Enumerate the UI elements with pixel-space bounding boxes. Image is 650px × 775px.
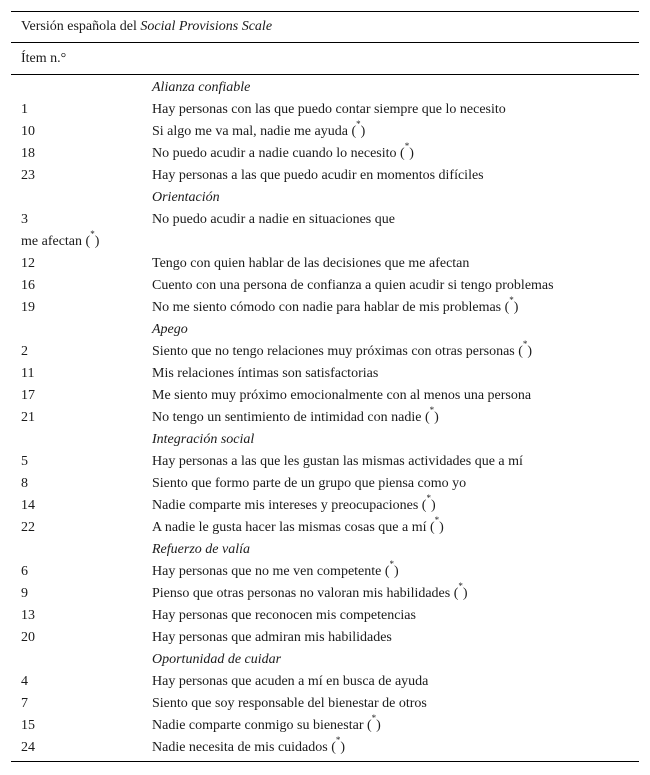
item-row (11, 407, 639, 429)
item-number: 16 (21, 278, 35, 293)
item-number: 8 (21, 476, 28, 491)
item-row (11, 385, 639, 407)
category-label: Refuerzo de valía (152, 542, 250, 557)
item-number: 17 (21, 388, 35, 403)
item-number: 11 (21, 366, 35, 381)
item-number-header: Ítem n.° (21, 51, 67, 66)
item-text: Me siento muy próximo emocionalmente con al menos una persona (152, 388, 532, 403)
item-text: Hay personas a las que les gustan las mismas actividades que a mí (152, 454, 523, 469)
item-number: 15 (21, 718, 35, 733)
reverse-scored-marker: * (356, 119, 361, 130)
category-label: Orientación (152, 190, 220, 205)
table-body (11, 75, 639, 761)
item-row (11, 671, 639, 693)
item-text: Si algo me va mal, nadie me ayuda (*) (152, 119, 366, 139)
item-text: Siento que soy responsable del bienestar de otros (152, 696, 427, 711)
reverse-scored-marker: * (335, 735, 341, 746)
item-number: 4 (21, 674, 28, 689)
category-label: Oportunidad de cuidar (152, 652, 282, 667)
item-number: 24 (21, 740, 35, 755)
category-row (11, 187, 639, 209)
social-provisions-table (11, 11, 639, 762)
caption-title: Social Provisions Scale (140, 19, 273, 34)
category-label: Integración social (152, 432, 255, 447)
item-number: 18 (21, 146, 35, 161)
item-text: Mis relaciones íntimas son satisfactorias (152, 366, 379, 381)
category-label: Alianza confiable (152, 80, 251, 95)
item-number: 9 (21, 586, 28, 601)
item-number: 2 (21, 344, 28, 359)
item-row (11, 561, 639, 583)
item-number: 23 (21, 168, 35, 183)
category-row (11, 77, 639, 99)
item-text: A nadie le gusta hacer las mismas cosas que a mí (*) (152, 515, 444, 535)
item-text: Hay personas que admiran mis habilidades (152, 630, 392, 645)
item-text: No puedo acudir a nadie en situaciones que (152, 212, 395, 227)
reverse-scored-marker: * (434, 515, 440, 526)
reverse-scored-marker: * (90, 229, 95, 240)
table-caption (11, 12, 639, 42)
item-text: Nadie comparte conmigo su bienestar (*) (152, 713, 381, 733)
item-row (11, 473, 639, 495)
item-text: Hay personas que no me ven competente (*) (152, 559, 399, 579)
reverse-scored-marker: * (522, 339, 528, 350)
item-row (11, 253, 639, 275)
item-row (11, 583, 639, 605)
reverse-scored-marker: * (389, 559, 395, 570)
category-row (11, 539, 639, 561)
item-text: Hay personas a las que puedo acudir en momentos difíciles (152, 168, 484, 183)
item-row (11, 275, 639, 297)
item-number: 12 (21, 256, 35, 271)
item-number: 10 (21, 124, 35, 139)
item-number: 5 (21, 454, 28, 469)
category-row (11, 429, 639, 451)
category-row (11, 319, 639, 341)
item-number: 1 (21, 102, 28, 117)
item-number: 19 (21, 300, 35, 315)
reverse-scored-marker: * (509, 295, 514, 306)
item-row (11, 495, 639, 517)
item-number: 14 (21, 498, 35, 513)
item-text: Siento que formo parte de un grupo que piensa como yo (152, 476, 467, 491)
item-number: 21 (21, 410, 35, 425)
item-number: 3 (21, 212, 28, 227)
category-row (11, 649, 639, 671)
item-row (11, 209, 639, 231)
item-number: 20 (21, 630, 35, 645)
item-row (11, 451, 639, 473)
item-text: Hay personas que acuden a mí en busca de ayuda (152, 674, 429, 689)
item-text: Hay personas que reconocen mis competencias (152, 608, 416, 623)
item-row (11, 715, 639, 737)
wrapped-line (11, 231, 639, 253)
item-row (11, 517, 639, 539)
item-row (11, 627, 639, 649)
item-text: Cuento con una persona de confianza a quien acudir si tengo problemas (152, 278, 554, 293)
item-row (11, 341, 639, 363)
item-row (11, 121, 639, 143)
reverse-scored-marker: * (371, 713, 377, 724)
caption-prefix: Versión española del (21, 19, 141, 34)
item-number: 6 (21, 564, 28, 579)
item-row (11, 737, 639, 759)
item-number: 7 (21, 696, 28, 711)
item-number: 22 (21, 520, 35, 535)
column-header (11, 43, 639, 74)
item-text: Hay personas con las que puedo contar siempre que lo necesito (152, 102, 506, 117)
item-row (11, 297, 639, 319)
item-text: Siento que no tengo relaciones muy próximas con otras personas (*) (152, 339, 533, 359)
item-row (11, 99, 639, 121)
item-text: Nadie comparte mis intereses y preocupaciones (*) (152, 493, 436, 513)
item-row (11, 605, 639, 627)
item-number: 13 (21, 608, 35, 623)
item-text: No puedo acudir a nadie cuando lo necesito (*) (152, 141, 414, 161)
item-text: Nadie necesita de mis cuidados (*) (152, 735, 346, 755)
reverse-scored-marker: * (426, 493, 431, 504)
item-row (11, 363, 639, 385)
item-row (11, 165, 639, 187)
reverse-scored-marker: * (404, 141, 410, 152)
category-label: Apego (152, 322, 188, 337)
item-row (11, 143, 639, 165)
item-row (11, 693, 639, 715)
item-text: No me siento cómodo con nadie para hablar de mis problemas (*) (152, 295, 519, 315)
bottom-rule (11, 761, 639, 762)
item-text-continuation: me afectan (*) (21, 229, 100, 249)
reverse-scored-marker: * (429, 405, 435, 416)
item-text: Pienso que otras personas no valoran mis habilidades (*) (152, 581, 468, 601)
reverse-scored-marker: * (458, 581, 463, 592)
item-text: No tengo un sentimiento de intimidad con nadie (*) (152, 405, 439, 425)
item-text: Tengo con quien hablar de las decisiones que me afectan (152, 256, 470, 271)
